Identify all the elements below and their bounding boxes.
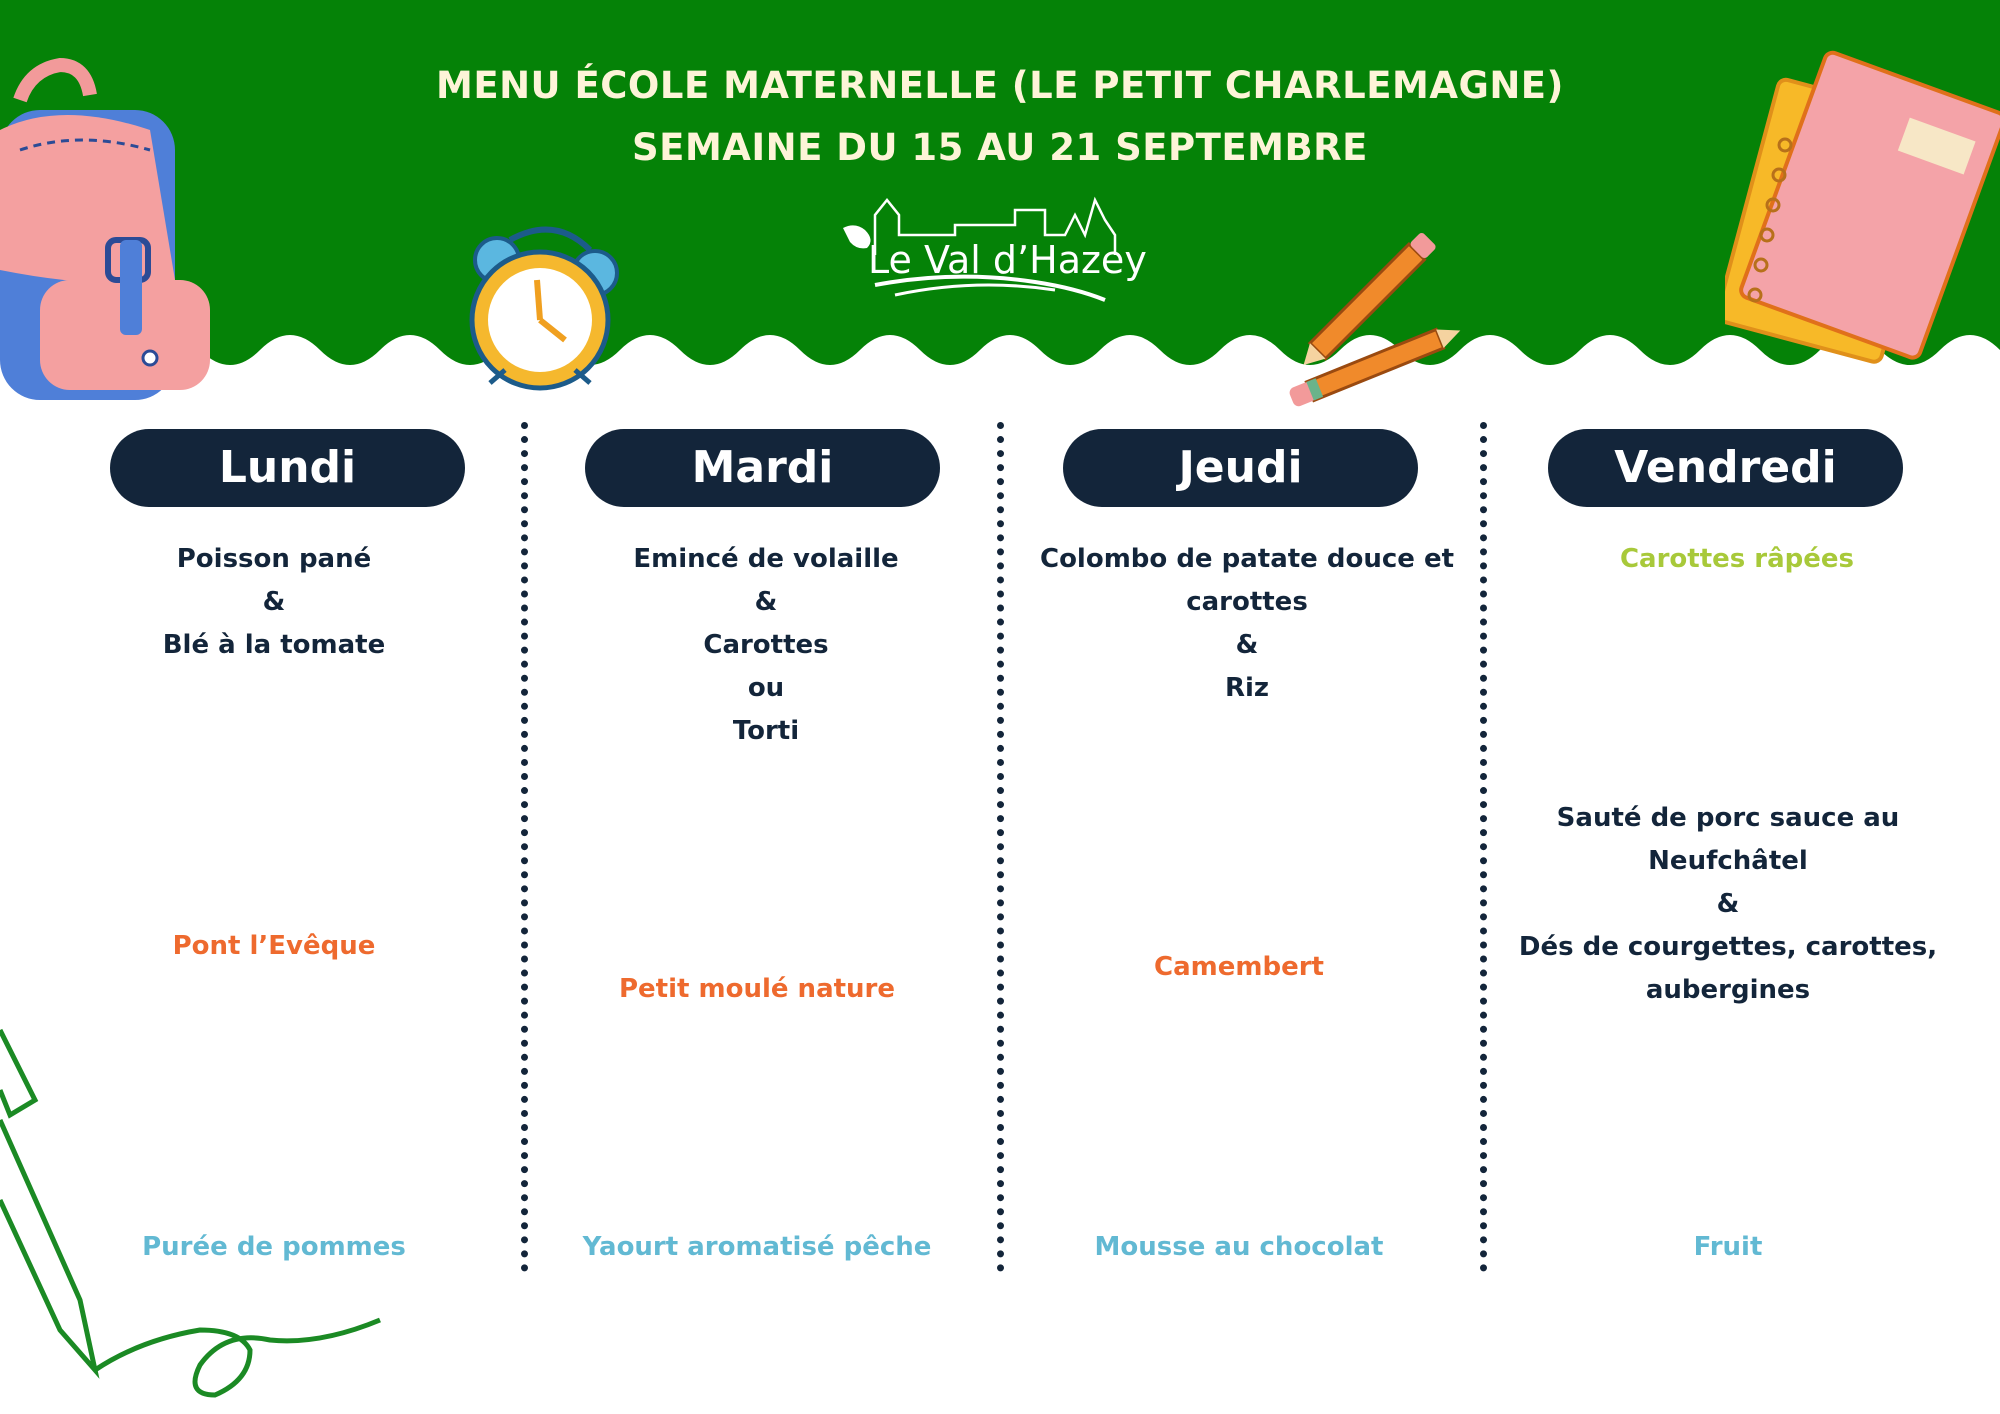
dish-line: Blé à la tomate — [162, 630, 386, 660]
alarm-clock-icon — [465, 205, 645, 395]
main-dish-mardi — [556, 538, 976, 753]
dish-line: Carottes — [703, 630, 829, 660]
dish-line: & — [262, 587, 286, 617]
dish-line: & — [754, 587, 778, 617]
day-pill-mardi: Mardi — [585, 429, 940, 507]
dessert-mardi: Yaourt aromatisé pêche — [582, 1232, 932, 1262]
menu-title: MENU ÉCOLE MATERNELLE (LE PETIT CHARLEMAGNE) — [436, 64, 1564, 107]
cheese-lundi: Pont l’Evêque — [172, 931, 376, 961]
day-pill-vendredi: Vendredi — [1548, 429, 1903, 507]
day-pill-jeudi: Jeudi — [1063, 429, 1418, 507]
main-dish-vendredi — [1518, 797, 1938, 1012]
dish-line: Colombo de patate douce et — [1039, 544, 1455, 574]
backpack-icon — [0, 40, 215, 400]
dessert-vendredi: Fruit — [1693, 1232, 1763, 1262]
column-divider — [1480, 422, 1487, 1272]
dish-line: Dés de courgettes, carottes, — [1518, 932, 1938, 962]
dish-line: Sauté de porc sauce au — [1556, 803, 1900, 833]
cheese-jeudi: Camembert — [1154, 952, 1324, 982]
menu-week: SEMAINE DU 15 AU 21 SEPTEMBRE — [632, 126, 1368, 169]
column-divider — [521, 422, 528, 1272]
dish-line: Emincé de volaille — [633, 544, 899, 574]
main-dish-jeudi — [1037, 538, 1457, 710]
dessert-lundi: Purée de pommes — [142, 1232, 406, 1262]
starter-vendredi: Carottes râpées — [1619, 544, 1855, 574]
dish-line: aubergines — [1645, 975, 1811, 1005]
dish-line: Torti — [732, 716, 800, 746]
dish-line: ou — [747, 673, 785, 703]
notebooks-icon — [1725, 45, 2000, 395]
dish-line: carottes — [1186, 587, 1308, 617]
dish-line: & — [1235, 630, 1259, 660]
dish-line: Poisson pané — [176, 544, 372, 574]
main-dish-lundi — [64, 538, 484, 667]
pen-doodle-icon — [0, 1000, 400, 1414]
dish-line: Riz — [1224, 673, 1270, 703]
logo-text: Le Val d’Hazey — [868, 238, 1147, 282]
cheese-mardi: Petit moulé nature — [618, 974, 896, 1004]
dessert-jeudi: Mousse au chocolat — [1094, 1232, 1384, 1262]
dish-line: & — [1716, 889, 1740, 919]
day-pill-lundi: Lundi — [110, 429, 465, 507]
dish-line: Neufchâtel — [1648, 846, 1808, 876]
pencils-icon — [1275, 215, 1475, 415]
column-divider — [997, 422, 1004, 1272]
